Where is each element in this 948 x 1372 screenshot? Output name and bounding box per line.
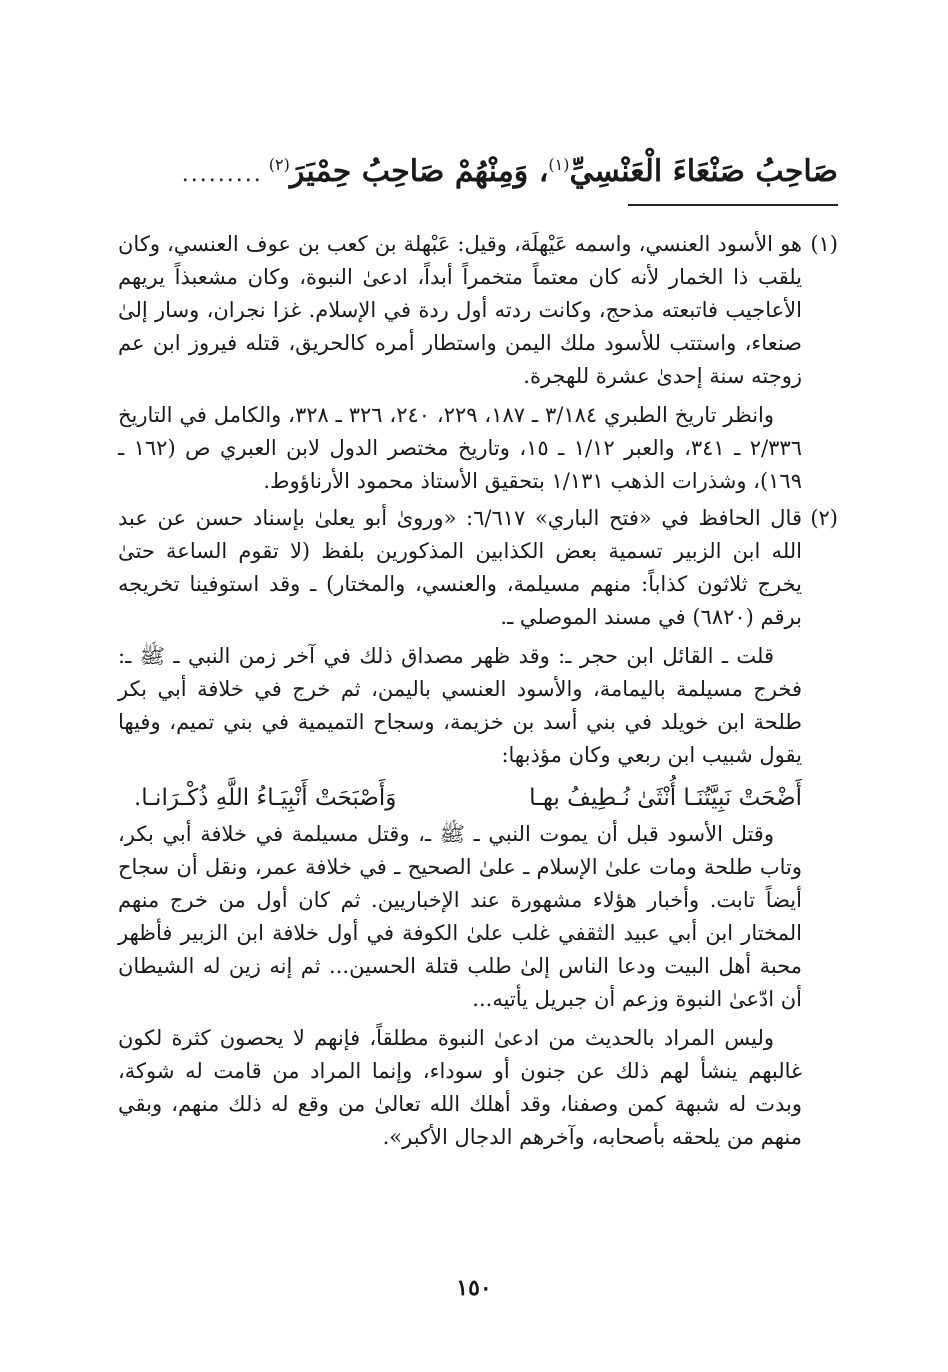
continuation-dots: ......... [181, 162, 263, 187]
page-number: ١٥٠ [456, 1275, 492, 1301]
footnote-ref-1: (١) [548, 155, 570, 174]
footnote-1 [118, 228, 838, 502]
poetry-verse [118, 778, 802, 818]
footnote-2-body [118, 502, 802, 1158]
main-text-line [120, 135, 838, 195]
footnote-2-paragraph-3: وقتل الأسود قبل أن يموت النبي ـ ﷺ ـ، وقتل مسيلمة في خلافة أبي بكر، وتاب طلحة ومات علىٰ الإسلام ـ علىٰ الصحيح ـ في خلافة عمر، ونقل أن سجاح أيضاً تابت. وأخبار هؤلاء مشهورة عند الإخباريين. ثم كان أول من خرج منهم المختار ابن أبي عبيد الثقفي غلب علىٰ الكوفة في أول خلافة ابن الزبير فأظهر محبة أهل البيت ودعا الناس إلىٰ طلب قتلة الحسين... ثم إنه زين له الشيطان أن ادّعىٰ النبوة وزعم أن جبريل يأتيه... [118, 822, 802, 1011]
footnote-2-paragraph-1: قال الحافظ في «فتح الباري» ٦/٦١٧: «وروىٰ أبو يعلىٰ بإسناد حسن عن عبد الله ابن الزبير تسمية بعض الكذابين المذكورين بلفظ (لا تقوم الساعة حتىٰ يخرج ثلاثون كذاباً: منهم مسيلمة، والعنسي، والمختار) ـ وقد استوفينا تخريجه برقم (٦٨٢٠) في مسند الموصلي ـ. [118, 506, 802, 629]
footnote-ref-2: (٢) [268, 155, 290, 174]
footnote-2-paragraph-4: وليس المراد بالحديث من ادعىٰ النبوة مطلقاً، فإنهم لا يحصون كثرة لكون غالبهم ينشأ لهم ذلك عن جنون أو سوداء، وإنما المراد من قامت له شوكة، وبدت له شبهة كمن وصفنا، وقد أهلك الله تعالىٰ من وقع له ذلك منهم، وبقي منهم من يلحقه بأصحابه، وآخرهم الدجال الأكبر». [118, 1026, 802, 1149]
footnote-separator [628, 204, 838, 206]
verse-first-hemistich: أَضْحَتْ نَبِيَّتُنَـا أُنْثَىٰ نُـطِيفُ بهـا [529, 785, 802, 811]
main-text-part2: ، وَمِنْهُمْ صَاحِبُ حِمْيَرَ [289, 154, 549, 189]
footnote-1-marker: (١) [810, 232, 838, 256]
footnote-1-paragraph-1: هو الأسود العنسي، واسمه عَيْهلَة، وقيل: عَبْهلة بن كعب بن عوف العنسي، وكان يلقب ذا الخمار لأنه كان معتماً متخمراً أبداً، ادعىٰ النبوة، وكان مشعبذاً يريهم الأعاجيب فاتبعته مذحج، وكانت ردته أول ردة في الإسلام. غزا نجران، وسار إلىٰ صنعاء، واستتب للأسود ملك اليمن واستطار أمره كالحريق، قتله فيروز ابن عم زوجته سنة إحدىٰ عشرة للهجرة. [118, 232, 802, 388]
footnotes [118, 228, 838, 1158]
footnote-2 [118, 502, 838, 1158]
footnote-1-paragraph-2: وانظر تاريخ الطبري ٣/١٨٤ ـ ١٨٧، ٢٢٩، ٢٤٠، ٣٢٦ ـ ٣٢٨، والكامل في التاريخ ٢/٣٣٦ ـ ٣٤١، والعبر ١/١٢ ـ ١٥، وتاريخ مختصر الدول لابن العبري ص (١٦٢ ـ ١٦٩)، وشذرات الذهب ١/١٣١ بتحقيق الأستاذ محمود الأرناؤوط. [118, 403, 802, 493]
footnote-1-body [118, 228, 802, 502]
verse-second-hemistich: وَأَصْبَحَتْ أَنْبِيَـاءُ اللَّهِ ذُكْـرَانـا. [134, 785, 397, 811]
main-text-part1: صَاحِبُ صَنْعَاءَ الْعَنْسِيِّ [569, 154, 838, 189]
footnote-2-paragraph-2: قلت ـ القائل ابن حجر ـ: وقد ظهر مصداق ذلك في آخر زمن النبي ـ ﷺ ـ: فخرج مسيلمة باليمامة، والأسود العنسي باليمن، ثم خرج في خلافة أبي بكر طلحة ابن خويلد في بني أسد بن خزيمة، وسجاح التميمية في بني تميم، وفيها يقول شبيب ابن ربعي وكان مؤذبها: [118, 644, 802, 767]
main-text [269, 135, 838, 195]
footnote-2-marker: (٢) [810, 506, 838, 530]
